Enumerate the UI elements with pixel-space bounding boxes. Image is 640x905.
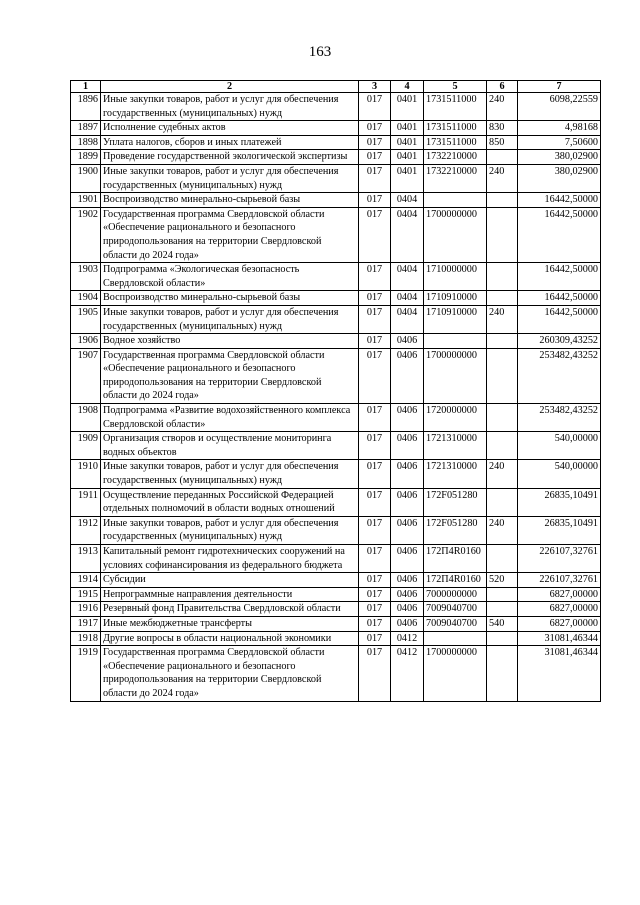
row-ministry: 017 xyxy=(359,207,391,262)
row-target: 1720000000 xyxy=(424,404,487,432)
row-ministry: 017 xyxy=(359,573,391,588)
row-number: 1913 xyxy=(71,545,101,573)
row-section: 0406 xyxy=(391,602,424,617)
row-amount: 4,98168 xyxy=(518,121,601,136)
table-row xyxy=(71,121,601,136)
row-ministry: 017 xyxy=(359,587,391,602)
table-row xyxy=(71,602,601,617)
row-section: 0404 xyxy=(391,263,424,291)
row-name: Уплата налогов, сборов и иных платежей xyxy=(101,135,359,150)
row-amount: 380,02900 xyxy=(518,164,601,192)
row-expense-type xyxy=(487,646,518,701)
row-amount: 253482,43252 xyxy=(518,348,601,403)
row-number: 1914 xyxy=(71,573,101,588)
table-row xyxy=(71,348,601,403)
row-target xyxy=(424,193,487,208)
row-number: 1909 xyxy=(71,432,101,460)
row-name: Иные закупки товаров, работ и услуг для обеспечения государственных (муниципальных) нужд xyxy=(101,460,359,488)
row-target: 1710910000 xyxy=(424,305,487,333)
row-ministry: 017 xyxy=(359,631,391,646)
row-section: 0404 xyxy=(391,207,424,262)
table-row xyxy=(71,334,601,349)
row-number: 1899 xyxy=(71,150,101,165)
row-target: 1732210000 xyxy=(424,164,487,192)
row-section: 0406 xyxy=(391,573,424,588)
row-section: 0406 xyxy=(391,432,424,460)
table-header-row xyxy=(71,81,601,93)
row-target: 1731511000 xyxy=(424,121,487,136)
row-number: 1903 xyxy=(71,263,101,291)
row-expense-type: 850 xyxy=(487,135,518,150)
row-name: Подпрограмма «Развитие водохозяйственного комплекса Свердловской области» xyxy=(101,404,359,432)
row-amount: 260309,43252 xyxy=(518,334,601,349)
row-amount: 16442,50000 xyxy=(518,291,601,306)
row-ministry: 017 xyxy=(359,616,391,631)
table-row xyxy=(71,616,601,631)
row-target: 1700000000 xyxy=(424,348,487,403)
row-name: Иные закупки товаров, работ и услуг для обеспечения государственных (муниципальных) нужд xyxy=(101,516,359,544)
row-name: Государственная программа Свердловской области «Обеспечение рационального и безопасного природопользования на территории Свердловской области до 2024 года» xyxy=(101,348,359,403)
row-name: Государственная программа Свердловской области «Обеспечение рационального и безопасного природопользования на территории Свердловской области до 2024 года» xyxy=(101,646,359,701)
row-amount: 31081,46344 xyxy=(518,646,601,701)
row-name: Подпрограмма «Экологическая безопасность Свердловской области» xyxy=(101,263,359,291)
row-section: 0406 xyxy=(391,460,424,488)
row-ministry: 017 xyxy=(359,164,391,192)
row-name: Воспроизводство минерально-сырьевой базы xyxy=(101,291,359,306)
row-section: 0404 xyxy=(391,193,424,208)
row-section: 0412 xyxy=(391,646,424,701)
row-expense-type xyxy=(487,334,518,349)
row-target: 1700000000 xyxy=(424,646,487,701)
table-row xyxy=(71,305,601,333)
row-expense-type xyxy=(487,348,518,403)
row-name: Государственная программа Свердловской области «Обеспечение рационального и безопасного природопользования на территории Свердловской области до 2024 года» xyxy=(101,207,359,262)
row-ministry: 017 xyxy=(359,460,391,488)
row-ministry: 017 xyxy=(359,193,391,208)
row-ministry: 017 xyxy=(359,646,391,701)
row-expense-type xyxy=(487,602,518,617)
row-amount: 26835,10491 xyxy=(518,516,601,544)
row-target: 1710910000 xyxy=(424,291,487,306)
row-section: 0406 xyxy=(391,334,424,349)
row-ministry: 017 xyxy=(359,348,391,403)
row-amount: 540,00000 xyxy=(518,432,601,460)
row-name: Проведение государственной экологической экспертизы xyxy=(101,150,359,165)
table-row xyxy=(71,488,601,516)
row-section: 0406 xyxy=(391,587,424,602)
row-amount: 16442,50000 xyxy=(518,305,601,333)
row-name: Иные закупки товаров, работ и услуг для обеспечения государственных (муниципальных) нужд xyxy=(101,305,359,333)
row-amount: 7,50600 xyxy=(518,135,601,150)
row-number: 1906 xyxy=(71,334,101,349)
row-ministry: 017 xyxy=(359,291,391,306)
row-section: 0406 xyxy=(391,545,424,573)
row-ministry: 017 xyxy=(359,404,391,432)
row-amount: 26835,10491 xyxy=(518,488,601,516)
row-section: 0401 xyxy=(391,93,424,121)
table-row xyxy=(71,587,601,602)
row-amount: 6827,00000 xyxy=(518,616,601,631)
row-number: 1912 xyxy=(71,516,101,544)
row-name: Иные межбюджетные трансферты xyxy=(101,616,359,631)
table-row xyxy=(71,207,601,262)
row-ministry: 017 xyxy=(359,150,391,165)
row-target: 1732210000 xyxy=(424,150,487,165)
row-name: Иные закупки товаров, работ и услуг для обеспечения государственных (муниципальных) нужд xyxy=(101,164,359,192)
header-col-1: 1 xyxy=(71,81,101,93)
row-name: Исполнение судебных актов xyxy=(101,121,359,136)
row-target: 172П4R0160 xyxy=(424,573,487,588)
table-row xyxy=(71,460,601,488)
row-expense-type xyxy=(487,207,518,262)
row-amount: 540,00000 xyxy=(518,460,601,488)
row-expense-type: 240 xyxy=(487,305,518,333)
row-expense-type xyxy=(487,631,518,646)
row-number: 1910 xyxy=(71,460,101,488)
header-col-5: 5 xyxy=(424,81,487,93)
row-section: 0406 xyxy=(391,404,424,432)
row-number: 1896 xyxy=(71,93,101,121)
row-amount: 16442,50000 xyxy=(518,193,601,208)
table-row xyxy=(71,573,601,588)
header-col-4: 4 xyxy=(391,81,424,93)
row-target: 1731511000 xyxy=(424,135,487,150)
row-section: 0406 xyxy=(391,616,424,631)
row-name: Непрограммные направления деятельности xyxy=(101,587,359,602)
row-expense-type xyxy=(487,488,518,516)
row-section: 0401 xyxy=(391,121,424,136)
row-name: Иные закупки товаров, работ и услуг для обеспечения государственных (муниципальных) нужд xyxy=(101,93,359,121)
row-name: Субсидии xyxy=(101,573,359,588)
header-col-2: 2 xyxy=(101,81,359,93)
table-row xyxy=(71,646,601,701)
table-row xyxy=(71,631,601,646)
row-expense-type: 520 xyxy=(487,573,518,588)
header-col-7: 7 xyxy=(518,81,601,93)
row-name: Резервный фонд Правительства Свердловской области xyxy=(101,602,359,617)
row-expense-type xyxy=(487,193,518,208)
row-amount: 226107,32761 xyxy=(518,573,601,588)
row-amount: 6098,22559 xyxy=(518,93,601,121)
row-number: 1898 xyxy=(71,135,101,150)
row-number: 1911 xyxy=(71,488,101,516)
row-number: 1917 xyxy=(71,616,101,631)
row-expense-type: 240 xyxy=(487,460,518,488)
row-name: Другие вопросы в области национальной экономики xyxy=(101,631,359,646)
row-name: Капитальный ремонт гидротехнических сооружений на условиях софинансирования из федерального бюджета xyxy=(101,545,359,573)
row-target: 7009040700 xyxy=(424,616,487,631)
table-row xyxy=(71,404,601,432)
row-expense-type xyxy=(487,404,518,432)
row-section: 0401 xyxy=(391,150,424,165)
row-section: 0406 xyxy=(391,348,424,403)
table-row xyxy=(71,291,601,306)
row-target: 7009040700 xyxy=(424,602,487,617)
row-number: 1897 xyxy=(71,121,101,136)
row-expense-type: 540 xyxy=(487,616,518,631)
table-row xyxy=(71,432,601,460)
table-row xyxy=(71,545,601,573)
row-name: Воспроизводство минерально-сырьевой базы xyxy=(101,193,359,208)
page-number: 163 xyxy=(308,44,332,60)
row-number: 1916 xyxy=(71,602,101,617)
row-expense-type: 240 xyxy=(487,164,518,192)
row-section: 0401 xyxy=(391,135,424,150)
row-number: 1905 xyxy=(71,305,101,333)
row-expense-type xyxy=(487,291,518,306)
row-target: 172П4R0160 xyxy=(424,545,487,573)
row-expense-type xyxy=(487,545,518,573)
row-ministry: 017 xyxy=(359,305,391,333)
row-number: 1904 xyxy=(71,291,101,306)
row-target: 1710000000 xyxy=(424,263,487,291)
row-ministry: 017 xyxy=(359,93,391,121)
row-name: Осуществление переданных Российской Федерацией отдельных полномочий в области водных отношений xyxy=(101,488,359,516)
row-number: 1907 xyxy=(71,348,101,403)
row-expense-type: 240 xyxy=(487,516,518,544)
row-number: 1908 xyxy=(71,404,101,432)
row-section: 0404 xyxy=(391,305,424,333)
row-expense-type xyxy=(487,432,518,460)
row-number: 1915 xyxy=(71,587,101,602)
row-expense-type xyxy=(487,587,518,602)
row-number: 1901 xyxy=(71,193,101,208)
row-expense-type: 830 xyxy=(487,121,518,136)
row-amount: 380,02900 xyxy=(518,150,601,165)
row-ministry: 017 xyxy=(359,263,391,291)
row-expense-type xyxy=(487,150,518,165)
row-amount: 6827,00000 xyxy=(518,587,601,602)
row-amount: 16442,50000 xyxy=(518,263,601,291)
row-number: 1918 xyxy=(71,631,101,646)
row-amount: 6827,00000 xyxy=(518,602,601,617)
row-target: 172F051280 xyxy=(424,488,487,516)
header-col-6: 6 xyxy=(487,81,518,93)
row-target: 7000000000 xyxy=(424,587,487,602)
row-number: 1902 xyxy=(71,207,101,262)
row-amount: 31081,46344 xyxy=(518,631,601,646)
row-section: 0404 xyxy=(391,291,424,306)
row-target: 1731511000 xyxy=(424,93,487,121)
table-row xyxy=(71,193,601,208)
row-name: Водное хозяйство xyxy=(101,334,359,349)
row-ministry: 017 xyxy=(359,602,391,617)
row-number: 1900 xyxy=(71,164,101,192)
row-ministry: 017 xyxy=(359,135,391,150)
header-col-3: 3 xyxy=(359,81,391,93)
row-ministry: 017 xyxy=(359,488,391,516)
row-target xyxy=(424,631,487,646)
table-row xyxy=(71,516,601,544)
row-ministry: 017 xyxy=(359,334,391,349)
row-target: 1721310000 xyxy=(424,432,487,460)
row-ministry: 017 xyxy=(359,516,391,544)
row-amount: 16442,50000 xyxy=(518,207,601,262)
table-row xyxy=(71,263,601,291)
row-number: 1919 xyxy=(71,646,101,701)
row-ministry: 017 xyxy=(359,432,391,460)
row-section: 0412 xyxy=(391,631,424,646)
table-row xyxy=(71,150,601,165)
row-section: 0406 xyxy=(391,488,424,516)
row-target xyxy=(424,334,487,349)
row-ministry: 017 xyxy=(359,545,391,573)
row-name: Организация створов и осуществление мониторинга водных объектов xyxy=(101,432,359,460)
table-row xyxy=(71,164,601,192)
row-ministry: 017 xyxy=(359,121,391,136)
table-row xyxy=(71,135,601,150)
row-expense-type: 240 xyxy=(487,93,518,121)
row-amount: 226107,32761 xyxy=(518,545,601,573)
row-target: 1700000000 xyxy=(424,207,487,262)
row-section: 0401 xyxy=(391,164,424,192)
row-amount: 253482,43252 xyxy=(518,404,601,432)
budget-table xyxy=(70,80,601,702)
row-target: 1721310000 xyxy=(424,460,487,488)
row-expense-type xyxy=(487,263,518,291)
row-section: 0406 xyxy=(391,516,424,544)
table-row xyxy=(71,93,601,121)
row-target: 172F051280 xyxy=(424,516,487,544)
